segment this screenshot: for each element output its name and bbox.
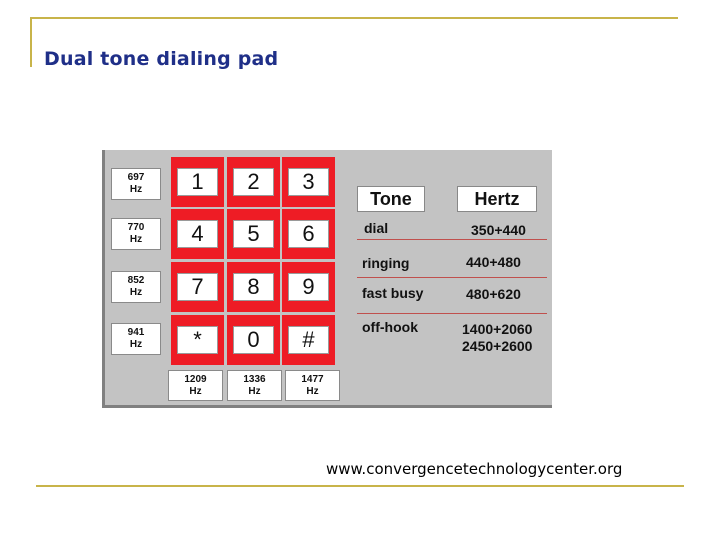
key-label: 6: [288, 220, 329, 248]
row-freq-852: [111, 271, 161, 303]
key-label: 3: [288, 168, 329, 196]
tone-header: Tone: [357, 186, 425, 212]
key-label: 8: [233, 273, 274, 301]
freq-value: 770: [127, 222, 145, 233]
key-7[interactable]: [171, 262, 224, 312]
col-freq-1336: [227, 370, 282, 401]
freq-value: 1477: [301, 373, 324, 385]
key-label: 5: [233, 220, 274, 248]
slide-title: Dual tone dialing pad: [44, 48, 279, 70]
hertz-header: Hertz: [457, 186, 537, 212]
key-8[interactable]: [227, 262, 280, 312]
tone-name-off-hook: off-hook: [362, 319, 418, 335]
freq-unit: Hz: [129, 184, 143, 195]
freq-unit: Hz: [306, 385, 319, 397]
freq-unit: Hz: [129, 339, 143, 350]
key-hash[interactable]: [282, 315, 335, 365]
key-label: 0: [233, 326, 274, 354]
tone-hertz-dial: 350+440: [471, 222, 526, 238]
row-separator: [357, 313, 547, 314]
key-label: 4: [177, 220, 218, 248]
freq-value: 852: [127, 275, 145, 286]
freq-unit: Hz: [129, 234, 143, 245]
row-freq-941: [111, 323, 161, 355]
key-label: 1: [177, 168, 218, 196]
row-freq-697: [111, 168, 161, 200]
freq-unit: Hz: [248, 385, 261, 397]
tone-hertz-ringing: 440+480: [466, 254, 521, 270]
freq-unit: Hz: [129, 287, 143, 298]
key-1[interactable]: [171, 157, 224, 207]
key-0[interactable]: [227, 315, 280, 365]
freq-value: 1336: [243, 373, 266, 385]
tone-name-ringing: ringing: [362, 255, 410, 271]
col-freq-1209: [168, 370, 223, 401]
row-separator: [357, 277, 547, 278]
freq-unit: Hz: [189, 385, 202, 397]
key-label: *: [177, 326, 218, 354]
key-star[interactable]: [171, 315, 224, 365]
key-label: #: [288, 326, 329, 354]
tone-name-fast-busy: fast busy: [362, 285, 424, 301]
freq-value: 941: [127, 327, 145, 338]
key-6[interactable]: [282, 209, 335, 259]
key-label: 7: [177, 273, 218, 301]
freq-value: 1209: [184, 373, 207, 385]
key-9[interactable]: [282, 262, 335, 312]
footer-url: www.convergencetechnologycenter.org: [326, 460, 623, 478]
key-5[interactable]: [227, 209, 280, 259]
top-rule: [30, 17, 678, 19]
row-freq-770: [111, 218, 161, 250]
key-3[interactable]: [282, 157, 335, 207]
tone-name-dial: dial: [364, 220, 389, 236]
col-freq-1477: [285, 370, 340, 401]
left-rule: [30, 17, 32, 67]
key-4[interactable]: [171, 209, 224, 259]
key-label: 2: [233, 168, 274, 196]
dtmf-diagram-panel: [102, 150, 552, 408]
bottom-rule: [36, 485, 684, 487]
tone-hertz-fast-busy: 480+620: [466, 286, 521, 302]
tone-hertz-off-hook-2: 2450+2600: [462, 338, 533, 354]
tone-hertz-off-hook-1: 1400+2060: [462, 321, 533, 337]
key-2[interactable]: [227, 157, 280, 207]
row-separator: [357, 239, 547, 240]
freq-value: 697: [127, 172, 145, 183]
key-label: 9: [288, 273, 329, 301]
